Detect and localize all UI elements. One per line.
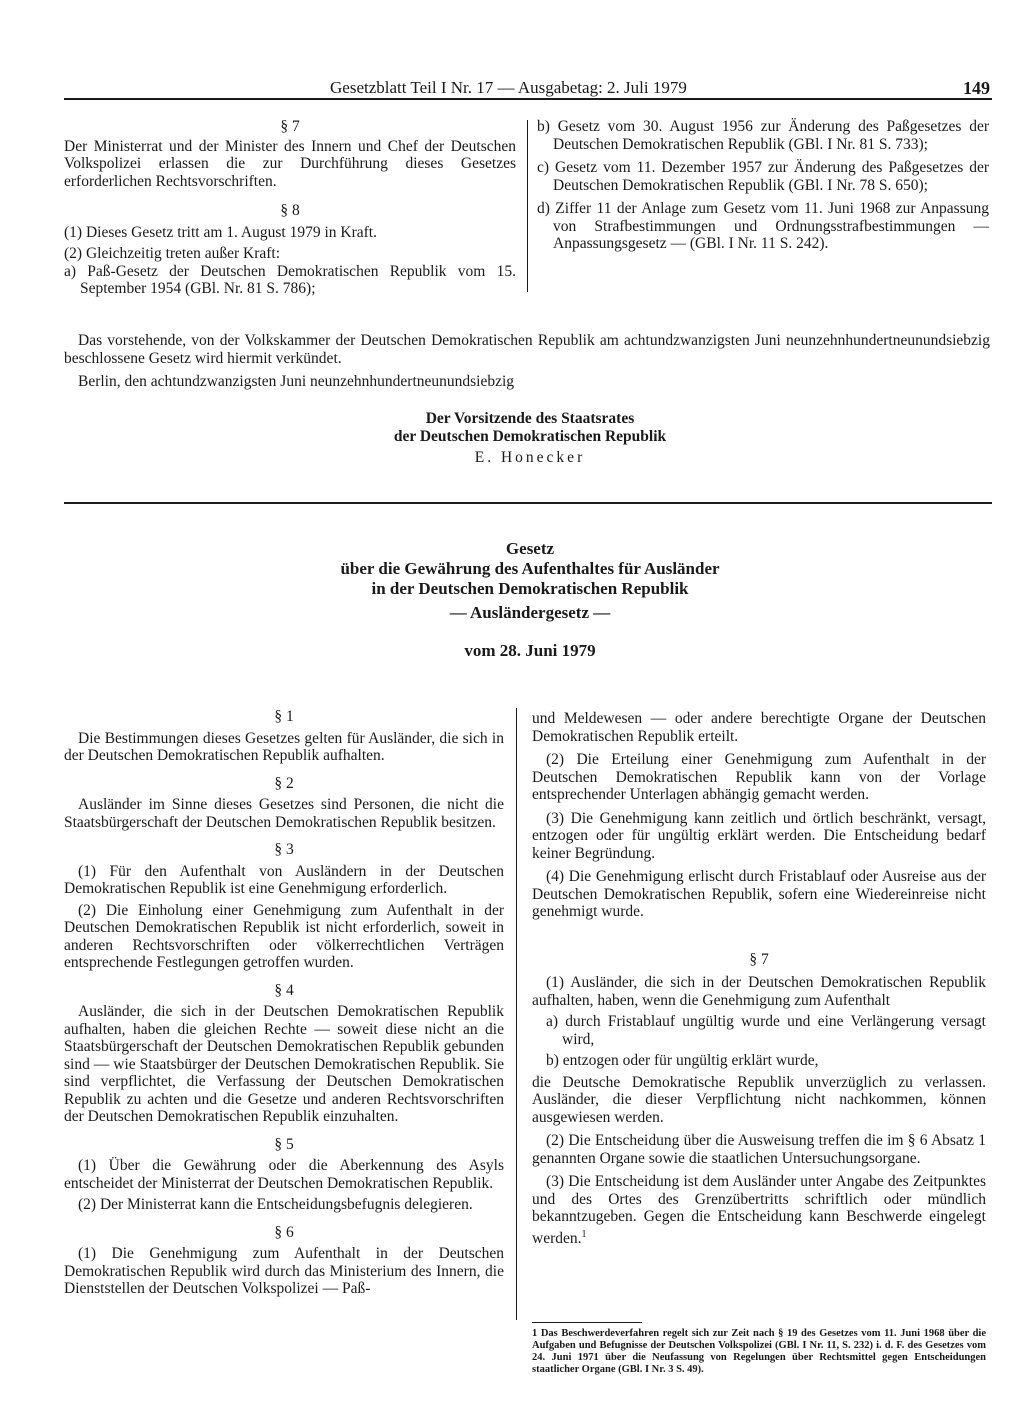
law-short-title: — Ausländergesetz — <box>449 603 611 622</box>
paragraph: Der Ministerrat und der Minister des Innern und Chef der Deutschen Volkspolizei erlassen die zur Durchführung dieses Gesetzes erforderlichen Rechtsvorschriften. <box>64 137 516 190</box>
signature-block <box>330 410 730 467</box>
section-heading: § 7 <box>280 118 300 135</box>
top-right-column <box>537 118 989 253</box>
section-heading: § 1 <box>274 708 294 725</box>
paragraph: (1) Ausländer, die sich in der Deutschen Demokratischen Republik aufhalten, haben, wenn die Genehmigung zum Aufenthalt <box>532 974 986 1009</box>
footnote-rule <box>532 1322 642 1323</box>
section-heading: § 8 <box>280 202 300 219</box>
list-item: c) Gesetz vom 11. Dezember 1957 zur Änderung des Paßgesetzes der Deutschen Demokratischen Republik (GBl. I Nr. 78 S. 650); <box>537 159 989 194</box>
column-divider <box>527 120 528 292</box>
paragraph <box>532 1173 986 1247</box>
promulgation-text: Das vorstehende, von der Volkskammer der Deutschen Demokratischen Republik am achtundzwanzigsten Juni neunzehnhundertneunundsiebzig beschlossene Gesetz wird hiermit verkündet. <box>64 332 990 367</box>
column-divider <box>516 708 517 1320</box>
law-left-column <box>64 708 504 1298</box>
law-title-line: über die Gewährung des Aufenthaltes für Ausländer <box>340 559 720 578</box>
law-title-line: in der Deutschen Demokratischen Republik <box>371 579 689 598</box>
signature-title: der Deutschen Demokratischen Republik <box>393 428 667 445</box>
list-item: d) Ziffer 11 der Anlage zum Gesetz vom 11. Juni 1968 zur Anpassung von Strafbestimmungen und Ordnungsstrafbestimmungen — Anpassungsgesetz — (GBl. I Nr. 11 S. 242). <box>537 200 989 252</box>
paragraph-text: (3) Die Entscheidung ist dem Ausländer unter Angabe des Zeitpunktes und des Ortes des Grenzübertritts schriftlich oder mündlich bekanntzugeben. Gegen die Entscheidung kann Beschwerde eingelegt werden. <box>532 1173 986 1247</box>
law-title <box>230 539 830 661</box>
page-number: 149 <box>963 78 990 98</box>
list-item: b) entzogen oder für ungültig erklärt wurde, <box>546 1052 819 1069</box>
section-heading: § 6 <box>274 1223 294 1241</box>
paragraph: die Deutsche Demokratische Republik unverzüglich zu verlassen. Ausländer, die dieser Verpflichtung nicht nachkommen, können ausgewiesen werden. <box>532 1073 986 1126</box>
law-date: vom 28. Juni 1979 <box>464 641 596 660</box>
footnote-marker: 1 <box>581 1228 587 1240</box>
paragraph: Die Bestimmungen dieses Gesetzes gelten für Ausländer, die sich in der Deutschen Demokratischen Republik aufhalten. <box>64 729 504 764</box>
paragraph: (3) Die Genehmigung kann zeitlich und örtlich beschränkt, versagt, entzogen oder für ungültig erklärt werden. Die Entscheidung bedarf keiner Begründung. <box>532 809 986 862</box>
paragraph: (4) Die Genehmigung erlischt durch Fristablauf oder Ausreise aus der Deutschen Demokratischen Republik, sofern eine Wiedereinreise nicht genehmigt wurde. <box>532 868 986 920</box>
list-item: a) durch Fristablauf ungültig wurde und eine Verlängerung versagt wird, <box>546 1013 986 1048</box>
paragraph: Ausländer, die sich in der Deutschen Demokratischen Republik aufhalten, haben die gleichen Rechte — soweit diese nicht an die Staatsbürgerschaft der Deutschen Demokratischen Republik gebunden sind — wie Staatsbürger der Deutschen Demokratischen Republik. Sie sind verpflichtet, die Verfassung der Deutschen Demokratischen Republik zu achten und die Gesetze und anderen Rechtsvorschriften der Deutschen Demokratischen Republik einzuhalten. <box>64 1003 504 1125</box>
footnote: 1 Das Beschwerdeverfahren regelt sich zur Zeit nach § 19 des Gesetzes vom 11. Juni 1968 über die Aufgaben und Befugnisse der Deutschen Volkspolizei (GBl. I Nr. 11, S. 232) i. d. F. des Gesetzes vom 24. Juni 1971 über die Neufassung von Regelungen über Rechtsmittel gegen Entscheidungen staatlicher Organe (GBl. I Nr. 3 S. 49). <box>532 1328 986 1375</box>
section-heading: § 2 <box>274 774 294 792</box>
section-heading: § 5 <box>274 1135 294 1153</box>
promulgation-block <box>64 332 990 391</box>
paragraph: (1) Für den Aufenthalt von Ausländern in der Deutschen Demokratischen Republik ist eine Genehmigung erforderlich. <box>64 862 504 897</box>
section-heading: § 4 <box>274 981 294 999</box>
paragraph: (1) Über die Gewährung oder die Aberkennung des Asyls entscheidet der Ministerrat der Deutschen Demokratischen Republik. <box>64 1157 504 1192</box>
paragraph: (2) Die Entscheidung über die Ausweisung treffen die im § 6 Absatz 1 genannten Organe sowie die staatlichen Untersuchungsorgane. <box>532 1132 986 1167</box>
paragraph: (1) Die Genehmigung zum Aufenthalt in der Deutschen Demokratischen Republik wird durch das Ministerium des Innern, die Dienststellen der Deutschen Volkspolizei — Paß- <box>64 1245 504 1297</box>
signature-name: E. Honecker <box>474 449 586 466</box>
section-heading: § 3 <box>274 841 294 858</box>
paragraph: (2) Die Einholung einer Genehmigung zum Aufenthalt in der Deutschen Demokratischen Republik ist nicht erforderlich, soweit in anderen Rechtsvorschriften oder völkerrechtlichen Verträgen entsprechende Festlegungen getroffen wurden. <box>64 901 504 971</box>
place-date: Berlin, den achtundzwanzigsten Juni neunzehnhundertneunundsiebzig <box>78 373 515 390</box>
paragraph: (2) Der Ministerrat kann die Entscheidungsbefugnis delegieren. <box>78 1196 473 1213</box>
list-item: a) Paß-Gesetz der Deutschen Demokratischen Republik vom 15. September 1954 (GBl. Nr. 81 S. 786); <box>64 262 516 297</box>
signature-title: Der Vorsitzende des Staatsrates <box>425 410 635 427</box>
paragraph: (1) Dieses Gesetz tritt am 1. August 1979 in Kraft. <box>64 223 377 241</box>
running-header: Gesetzblatt Teil I Nr. 17 — Ausgabetag: 2. Juli 1979 <box>330 78 687 97</box>
header-rule <box>64 98 992 100</box>
law-right-column <box>532 710 986 1247</box>
paragraph: Ausländer im Sinne dieses Gesetzes sind Personen, die nicht die Staatsbürgerschaft der Deutschen Demokratischen Republik besitzen. <box>64 796 504 831</box>
paragraph: (2) Gleichzeitig treten außer Kraft: <box>64 245 281 262</box>
law-title-line: Gesetz <box>505 539 555 558</box>
section-heading: § 7 <box>749 950 769 968</box>
top-left-column <box>64 118 516 298</box>
paragraph: und Meldewesen — oder andere berechtigte Organe der Deutschen Demokratischen Republik erteilt. <box>532 710 986 745</box>
list-item: b) Gesetz vom 30. August 1956 zur Änderung des Paßgesetzes der Deutschen Demokratischen Republik (GBl. I Nr. 81 S. 733); <box>537 118 989 153</box>
section-separator <box>64 502 992 504</box>
paragraph: (2) Die Erteilung einer Genehmigung zum Aufenthalt in der Deutschen Demokratischen Republik kann von der Vorlage entsprechender Unterlagen abhängig gemacht werden. <box>532 751 986 803</box>
